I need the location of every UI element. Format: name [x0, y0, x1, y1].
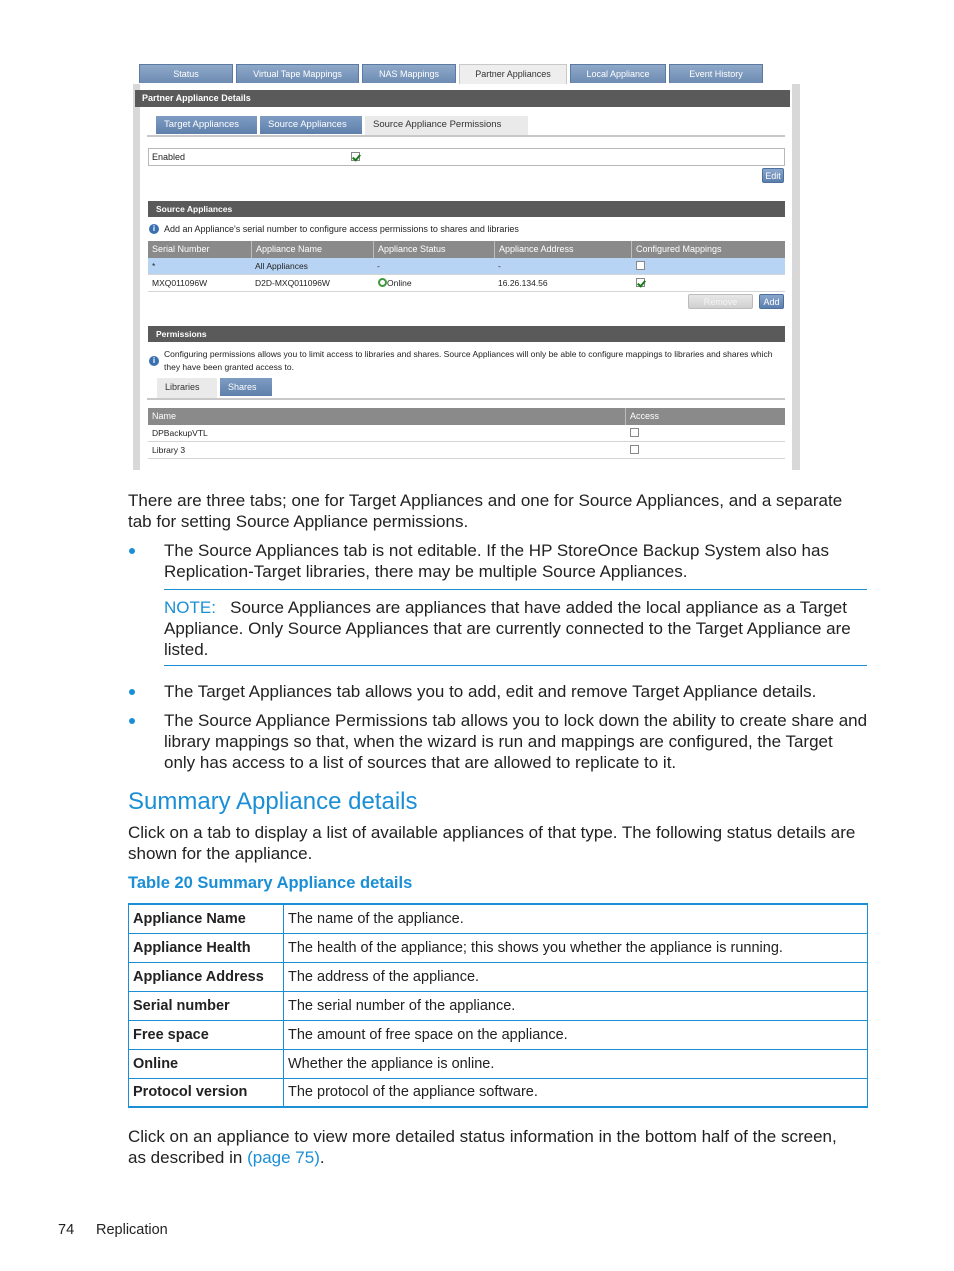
row-key: Protocol version: [129, 1078, 284, 1107]
tab-virtual-tape-mappings[interactable]: Virtual Tape Mappings: [236, 64, 359, 83]
tab-source-appliance-permissions[interactable]: Source Appliance Permissions: [365, 116, 528, 136]
tab-target-appliances[interactable]: Target Appliances: [156, 116, 257, 134]
divider: [147, 135, 785, 137]
note-top-rule: [164, 589, 867, 590]
tab-shares[interactable]: Shares: [220, 378, 272, 396]
cell-name: D2D-MXQ011096W: [255, 278, 330, 288]
tab-source-appliances[interactable]: Source Appliances: [260, 116, 362, 134]
cell-name: All Appliances: [255, 261, 308, 271]
table-caption: Table 20 Summary Appliance details: [128, 874, 413, 892]
row-key: Serial number: [129, 991, 284, 1020]
closing-end: .: [319, 1148, 325, 1167]
bullet-permissions: The Source Appliance Permissions tab allows you to lock down the ability to create share and library mappings so that, when the wizard is run and mappings are configured, the Target only has access to a list of sources that are allowed to replicate to it.: [164, 711, 868, 772]
row-value: The amount of free space on the appliance.: [284, 1020, 868, 1049]
enabled-row: [148, 148, 785, 166]
source-table-header: [148, 241, 785, 258]
cell-status: -: [377, 261, 380, 271]
enabled-checkbox[interactable]: [351, 152, 360, 161]
source-section-title: Source Appliances: [148, 201, 785, 217]
note-bottom-rule: [164, 665, 867, 666]
sub-tab-bar: [156, 116, 531, 136]
access-checkbox[interactable]: [630, 445, 639, 454]
note-label: NOTE:: [164, 598, 216, 617]
row-value: The name of the appliance.: [284, 904, 868, 933]
permissions-tab-bar: [157, 378, 275, 398]
row-key: Free space: [129, 1020, 284, 1049]
summary-table: [128, 903, 868, 1108]
table-row: [129, 962, 868, 991]
row-value: The address of the appliance.: [284, 962, 868, 991]
tab-nas-mappings[interactable]: NAS Mappings: [362, 64, 456, 83]
tab-libraries[interactable]: Libraries: [157, 378, 217, 398]
divider: [147, 398, 785, 400]
col-appliance-address[interactable]: Appliance Address: [494, 241, 574, 258]
table-row: [129, 933, 868, 962]
col-serial-number[interactable]: Serial Number: [152, 244, 210, 254]
row-key: Appliance Address: [129, 962, 284, 991]
permissions-info-text: Configuring permissions allows you to limit access to libraries and shares. Source Appliances will only be able to configure mappings to libraries and shares which they have been granted access to.: [164, 349, 773, 372]
footer-section: Replication: [96, 1222, 168, 1238]
table-row[interactable]: [148, 275, 785, 292]
footer-page-number: 74: [58, 1222, 75, 1238]
table-row: [129, 904, 868, 933]
bullet-icon: [129, 718, 135, 724]
table-row: [129, 1049, 868, 1078]
main-tab-bar: [139, 64, 766, 85]
table-row: [129, 991, 868, 1020]
info-icon: i: [149, 356, 159, 366]
col-access[interactable]: Access: [625, 408, 659, 425]
col-appliance-status[interactable]: Appliance Status: [373, 241, 446, 258]
remove-button[interactable]: Remove: [688, 294, 753, 309]
cell-address: -: [498, 261, 501, 271]
col-configured-mappings[interactable]: Configured Mappings: [631, 241, 722, 258]
panel-title: Partner Appliance Details: [135, 90, 790, 107]
bullet-source-appliances: The Source Appliances tab is not editable. If the HP StoreOnce Backup System also has Replication-Target libraries, there may be multiple Source Appliances.: [164, 541, 829, 581]
table-row[interactable]: [148, 425, 785, 442]
table-row: [129, 1078, 868, 1107]
col-appliance-name[interactable]: Appliance Name: [251, 241, 322, 258]
tab-local-appliance[interactable]: Local Appliance: [570, 64, 666, 83]
row-value: The protocol of the appliance software.: [284, 1078, 868, 1107]
bullet-icon: [129, 548, 135, 554]
section-paragraph: Click on a tab to display a list of available appliances of that type. The following status details are shown for the appliance.: [128, 823, 856, 863]
mapping-checkbox[interactable]: [636, 261, 645, 270]
enabled-label: Enabled: [152, 152, 186, 162]
row-key: Appliance Name: [129, 904, 284, 933]
access-checkbox[interactable]: [630, 428, 639, 437]
permissions-table-header: [148, 408, 785, 425]
col-name[interactable]: Name: [152, 411, 177, 421]
bullet-target-appliances: The Target Appliances tab allows you to add, edit and remove Target Appliance details.: [164, 682, 817, 701]
cell-status: Online: [387, 278, 412, 288]
tab-status[interactable]: Status: [139, 64, 233, 83]
online-status-icon: [378, 278, 387, 287]
tab-event-history[interactable]: Event History: [669, 64, 763, 83]
embedded-screenshot: [133, 62, 800, 470]
edit-button[interactable]: Edit: [762, 168, 784, 183]
panel-content: [140, 84, 792, 470]
note-block: [164, 597, 868, 660]
cell-name: Library 3: [152, 445, 186, 455]
note-text: Source Appliances are appliances that have added the local appliance as a Target Appliance. Only Source Appliances that are currently connected to the Target Appliance are listed.: [164, 598, 851, 659]
table-row[interactable]: [148, 442, 785, 459]
closing-paragraph: [128, 1126, 858, 1168]
row-value: The serial number of the appliance.: [284, 991, 868, 1020]
tab-partner-appliances[interactable]: Partner Appliances: [459, 64, 567, 85]
cell-serial: *: [152, 261, 156, 271]
panel-frame: [133, 84, 800, 470]
cell-name: DPBackupVTL: [152, 428, 208, 438]
cell-serial: MXQ011096W: [152, 278, 208, 288]
table-row[interactable]: [148, 258, 785, 275]
intro-paragraph: There are three tabs; one for Target Appliances and one for Source Appliances, and a separate tab for setting Source Appliance permissions.: [128, 491, 843, 531]
permissions-section-title: Permissions: [148, 326, 785, 342]
section-heading: Summary Appliance details: [128, 788, 418, 815]
add-button[interactable]: Add: [759, 294, 784, 309]
mapping-checkbox[interactable]: [636, 278, 645, 287]
row-value: The health of the appliance; this shows you whether the appliance is running.: [284, 933, 868, 962]
closing-text: Click on an appliance to view more detailed status information in the bottom half of the screen, as described in: [128, 1127, 837, 1167]
row-key: Appliance Health: [129, 933, 284, 962]
info-icon: i: [149, 224, 159, 234]
page-link[interactable]: (page 75): [247, 1148, 320, 1167]
bullet-icon: [129, 689, 135, 695]
table-row: [129, 1020, 868, 1049]
source-info-text: Add an Appliance's serial number to configure access permissions to shares and libraries: [164, 224, 519, 234]
row-value: Whether the appliance is online.: [284, 1049, 868, 1078]
cell-address: 16.26.134.56: [498, 278, 548, 288]
row-key: Online: [129, 1049, 284, 1078]
